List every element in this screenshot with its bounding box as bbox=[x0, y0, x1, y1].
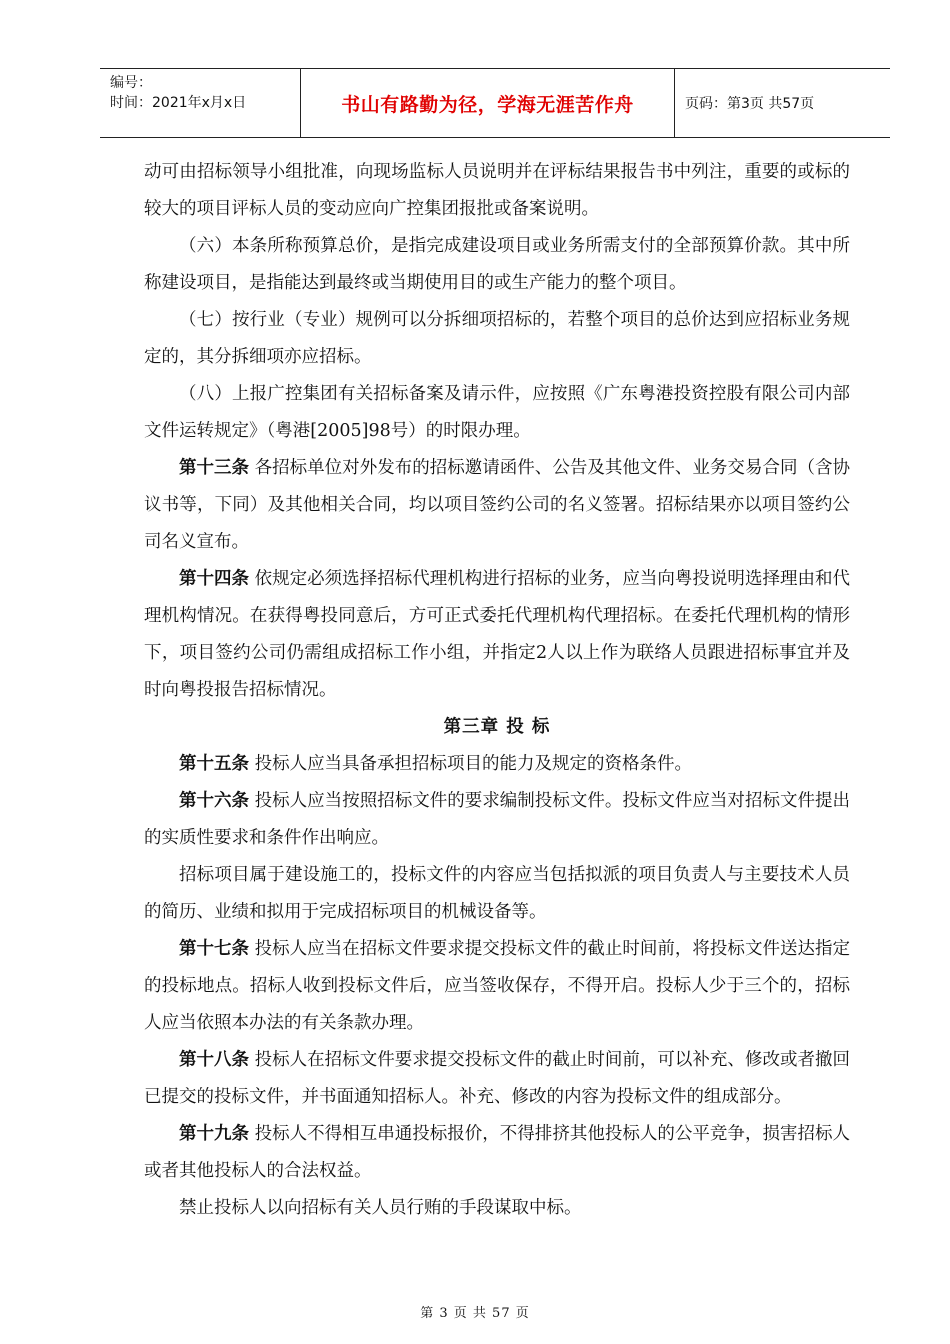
paragraph bbox=[144, 857, 850, 931]
paragraph-text: 投标人应当在招标文件要求提交投标文件的截止时间前，将投标文件送达指定的投标地点。招标人收到投标文件后，应当签收保存，不得开启。投标人少于三个的，招标人应当依照本办法的有关条款办理。 bbox=[144, 939, 850, 1033]
article-number: 第十六条 bbox=[179, 791, 250, 811]
paragraph bbox=[144, 1042, 850, 1116]
paragraph-text: （六）本条所称预算总价，是指完成建设项目或业务所需支付的全部预算价款。其中所称建设项目，是指能达到最终或当期使用目的或生产能力的整个项目。 bbox=[144, 236, 850, 293]
paragraph-group-2 bbox=[144, 746, 850, 1227]
paragraph-group-1 bbox=[144, 154, 850, 709]
doc-number-label: 编号： bbox=[110, 75, 152, 91]
article-number: 第十八条 bbox=[179, 1050, 250, 1070]
chapter-heading: 第三章 投 标 bbox=[443, 717, 551, 737]
paragraph-text: （七）按行业（专业）规例可以分拆细项招标的，若整个项目的总价达到应招标业务规定的，其分拆细项亦应招标。 bbox=[144, 310, 850, 367]
paragraph-text: 招标项目属于建设施工的，投标文件的内容应当包括拟派的项目负责人与主要技术人员的简历、业绩和拟用于完成招标项目的机械设备等。 bbox=[144, 865, 850, 922]
page-footer: 第 3 页 共 57 页 bbox=[420, 1306, 530, 1321]
article-number: 第十三条 bbox=[179, 458, 250, 478]
paragraph bbox=[144, 376, 850, 450]
paragraph bbox=[144, 746, 850, 783]
paragraph bbox=[144, 450, 850, 561]
article-number: 第十五条 bbox=[179, 754, 249, 774]
document-body bbox=[144, 154, 850, 1227]
paragraph-text: 依规定必须选择招标代理机构进行招标的业务，应当向粤投说明选择理由和代理机构情况。在获得粤投同意后，方可正式委托代理机构代理招标。在委托代理机构的情形下，项目签约公司仍需组成招标工作小组，并指定2人以上作为联络人员跟进招标事宜并及时向粤投报告招标情况。 bbox=[144, 569, 850, 700]
time-label: 时间：2021年x月x日 bbox=[110, 95, 247, 111]
paragraph-text: 禁止投标人以向招标有关人员行贿的手段谋取中标。 bbox=[179, 1198, 582, 1218]
header-page-code: 页码：第3页 共57页 bbox=[685, 96, 815, 112]
paragraph-text: 投标人应当具备承担招标项目的能力及规定的资格条件。 bbox=[249, 754, 693, 774]
paragraph bbox=[144, 783, 850, 857]
paragraph bbox=[144, 302, 850, 376]
paragraph-text: 投标人应当按照招标文件的要求编制投标文件。投标文件应当对招标文件提出的实质性要求和条件作出响应。 bbox=[144, 791, 850, 848]
paragraph-text: 各招标单位对外发布的招标邀请函件、公告及其他文件、业务交易合同（含协议书等，下同）及其他相关合同，均以项目签约公司的名义签署。招标结果亦以项目签约公司名义宣布。 bbox=[144, 458, 850, 552]
paragraph-text: 动可由招标领导小组批准，向现场监标人员说明并在评标结果报告书中列注，重要的或标的较大的项目评标人员的变动应向广控集团报批或备案说明。 bbox=[144, 162, 850, 219]
paragraph-text: 投标人在招标文件要求提交投标文件的截止时间前，可以补充、修改或者撤回已提交的投标文件，并书面通知招标人。补充、修改的内容为投标文件的组成部分。 bbox=[144, 1050, 850, 1107]
article-number: 第十七条 bbox=[179, 939, 250, 959]
paragraph-text: （八）上报广控集团有关招标备案及请示件，应按照《广东粤港投资控股有限公司内部文件运转规定》（粤港[2005]98号）的时限办理。 bbox=[144, 384, 850, 441]
paragraph bbox=[144, 154, 850, 228]
paragraph-text: 投标人不得相互串通投标报价，不得排挤其他投标人的公平竞争，损害招标人或者其他投标人的合法权益。 bbox=[144, 1124, 850, 1181]
paragraph bbox=[144, 228, 850, 302]
paragraph bbox=[144, 561, 850, 709]
paragraph bbox=[144, 1116, 850, 1190]
article-number: 第十四条 bbox=[179, 569, 250, 589]
article-number: 第十九条 bbox=[179, 1124, 250, 1144]
paragraph bbox=[144, 1190, 850, 1227]
header-left-cell bbox=[100, 69, 301, 137]
paragraph bbox=[144, 931, 850, 1042]
page-header-table bbox=[100, 68, 890, 138]
header-motto: 书山有路勤为径，学海无涯苦作舟 bbox=[301, 69, 675, 137]
